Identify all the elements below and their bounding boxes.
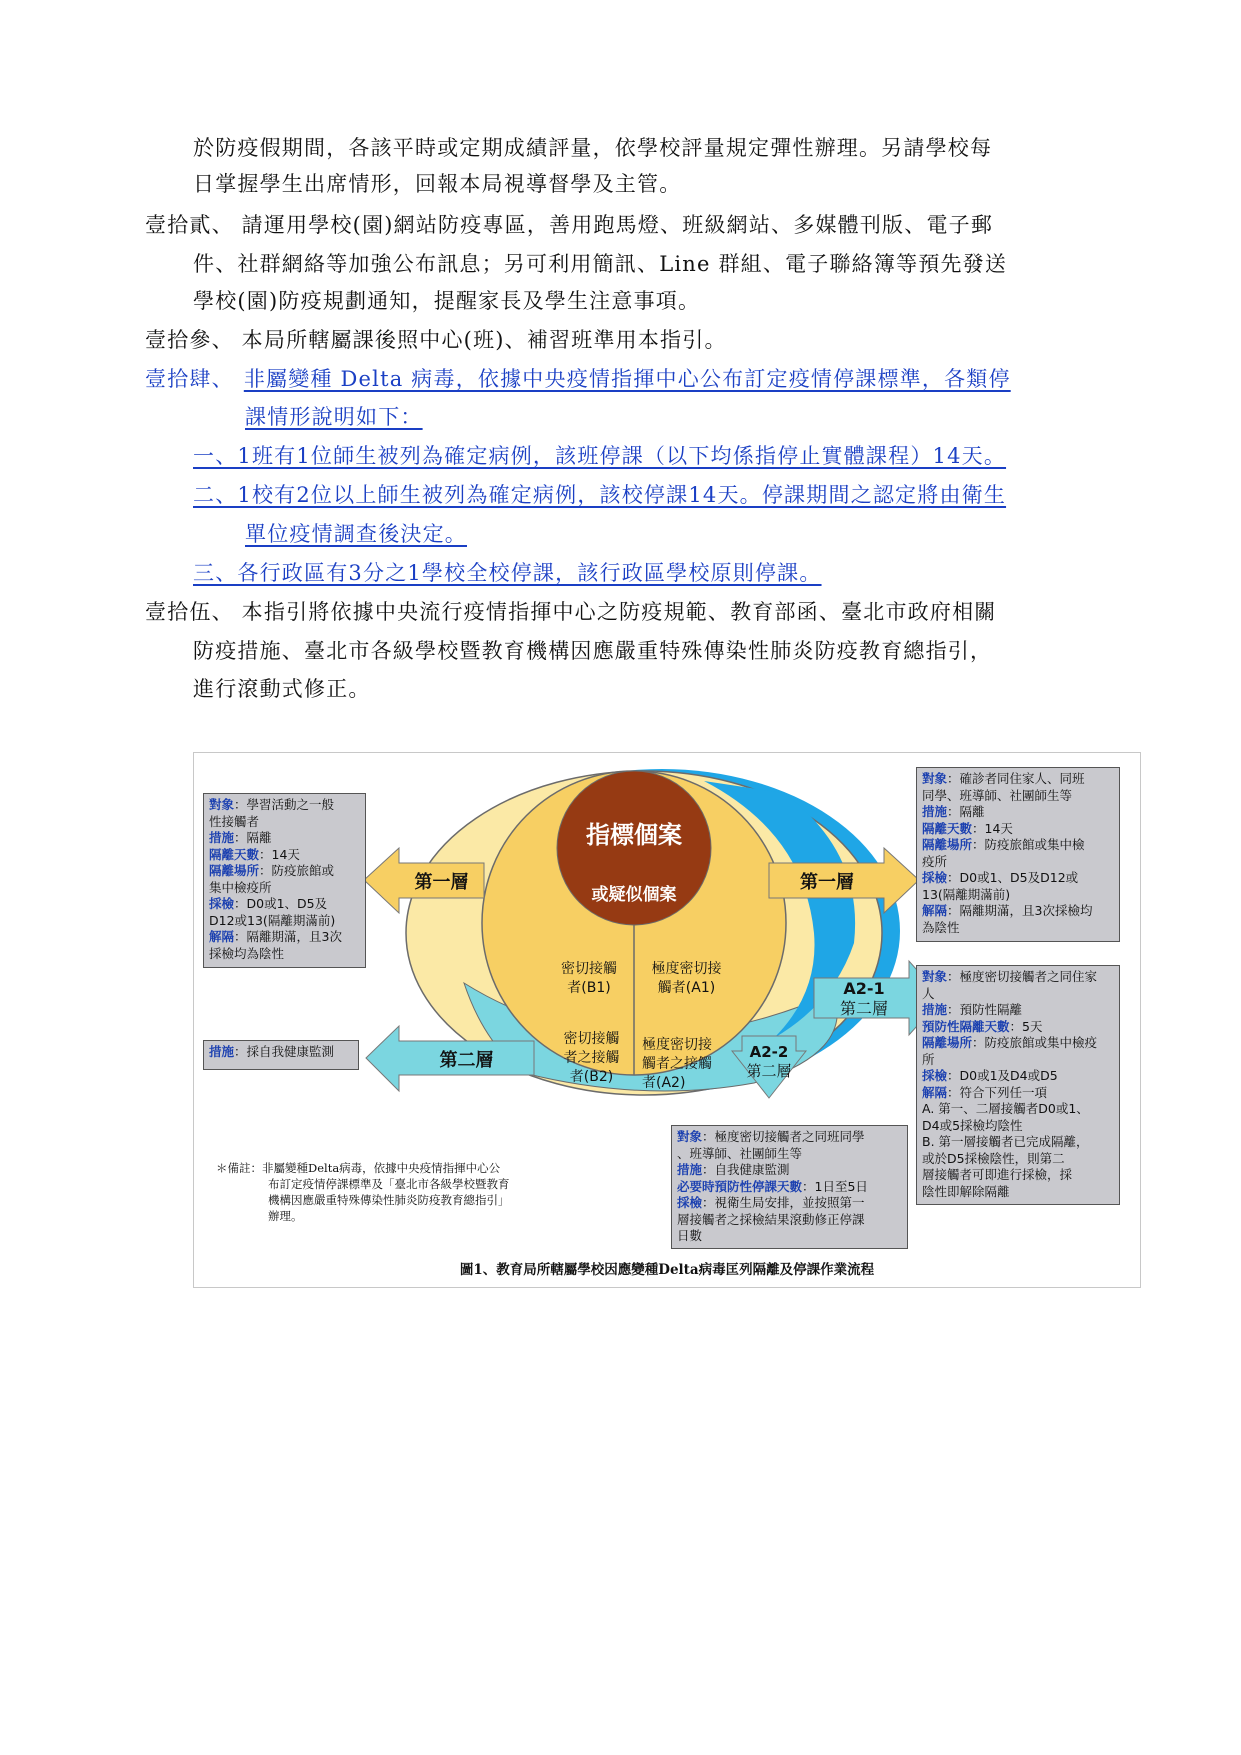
info-value: 陰性即解除隔離 (922, 1183, 1010, 1199)
info-value: ：隔離期滿，且3次採檢均 (947, 903, 1093, 918)
b1-label (544, 960, 634, 998)
a21-code: A2-1 (843, 979, 885, 998)
info-value: 或於D5採檢陰性，則第二 (922, 1150, 1065, 1166)
info-row (677, 1162, 902, 1179)
item-14-continued: 課情形說明如下： (245, 405, 423, 429)
info-row (922, 903, 1114, 920)
info-row (209, 929, 360, 946)
a1-line: 觸者(A1) (657, 980, 716, 996)
info-row (922, 986, 1114, 1003)
figure-note (216, 1160, 576, 1224)
info-row (922, 1085, 1114, 1102)
b2-label (554, 1030, 629, 1087)
a1-line: 極度密切接 (651, 961, 722, 977)
info-value: ：極度密切接觸者之同住家 (947, 969, 1098, 984)
info-row (922, 1151, 1114, 1168)
a22-info-box (671, 1125, 908, 1249)
b1-line: 者(B1) (567, 980, 611, 996)
info-row (209, 913, 360, 930)
info-value: 為陰性 (922, 919, 960, 935)
info-row (209, 896, 360, 913)
a1-label (639, 960, 734, 998)
info-key: 對象 (922, 969, 948, 984)
info-value: ：14天 (972, 820, 1013, 836)
info-row (677, 1129, 902, 1146)
a2-line: 觸者之接觸 (642, 1056, 712, 1072)
info-value: ：符合下列任一項 (947, 1084, 1048, 1100)
a2-label (634, 1036, 732, 1093)
info-key: 措施 (209, 1044, 235, 1059)
info-row (922, 1068, 1114, 1085)
center-title: 指標個案 (586, 821, 682, 849)
info-row (922, 1167, 1114, 1184)
paragraph-line: 件、社群網絡等加強公布訊息；另可利用簡訊、Line 群組、電子聯絡簿等預先發送 (193, 252, 1008, 276)
info-value: ：隔離期滿，且3次 (234, 929, 342, 944)
figure-caption: 圖1、教育局所轄屬學校因應變種Delta病毒匡列隔離及停課作業流程 (459, 1262, 875, 1278)
info-key: 採檢 (922, 1068, 948, 1083)
info-row (922, 1118, 1114, 1135)
a22-layer: 第二層 (746, 1062, 792, 1080)
info-row (922, 771, 1114, 788)
info-value: 層接觸者之採檢結果滾動修正停課 (677, 1211, 865, 1227)
note-line: 辦理。 (268, 1209, 303, 1223)
a21-label (819, 979, 909, 1019)
info-value: ：隔離 (947, 804, 985, 819)
info-key: 措施 (922, 1002, 948, 1017)
info-value: 性接觸者 (209, 813, 260, 829)
info-row (209, 797, 360, 814)
info-row (922, 870, 1114, 887)
flow-diagram-figure (193, 752, 1141, 1288)
info-key: 解隔 (922, 1084, 948, 1100)
info-row (209, 880, 360, 897)
info-key: 隔離場所 (209, 863, 260, 878)
paragraph-line: 防疫措施、臺北市各級學校暨教育機構因應嚴重特殊傳染性肺炎防疫教育總指引， (193, 639, 993, 663)
b2-line: 密切接觸 (563, 1031, 620, 1047)
info-value: ：學習活動之一般 (234, 797, 335, 812)
info-value: ：5天 (1009, 1018, 1043, 1034)
info-value: 、班導師、社團師生等 (677, 1145, 803, 1161)
center-subtitle: 或疑似個案 (591, 885, 677, 905)
info-row (922, 1134, 1114, 1151)
info-key: 措施 (922, 804, 948, 819)
info-key: 對象 (922, 771, 948, 786)
info-row (922, 821, 1114, 838)
item-14-label: 壹拾肆、 (145, 367, 234, 391)
info-value: 13(隔離期滿前) (922, 886, 1011, 902)
info-row (922, 854, 1114, 871)
info-key: 採檢 (209, 896, 235, 911)
info-value: B. 第一層接觸者已完成隔離， (922, 1134, 1089, 1149)
info-value: ：防疫旅館或集中檢 (972, 837, 1085, 852)
info-row (922, 969, 1114, 986)
b2-info-box (203, 1040, 359, 1070)
info-value: ：D0或1、D5及D12或 (947, 870, 1079, 885)
item-14-line (145, 364, 1011, 394)
info-row (209, 814, 360, 831)
info-row (922, 920, 1114, 937)
a1-info-box (916, 767, 1120, 942)
info-value: ：預防性隔離 (947, 1002, 1023, 1017)
info-value: D12或13(隔離期滿前) (209, 912, 336, 928)
info-row (677, 1195, 902, 1212)
info-key: 解隔 (209, 929, 235, 944)
info-value: 同學、班導師、社團師生等 (922, 787, 1073, 803)
paragraph-line: 日掌握學生出席情形，回報本局視導督學及主管。 (193, 172, 682, 196)
note-line: 機構因應嚴重特殊傳染性肺炎防疫教育總指引」 (268, 1193, 510, 1207)
info-row (922, 1052, 1114, 1069)
info-row (209, 830, 360, 847)
note-line: 布訂定疫情停課標準及「臺北市各級學校暨教育 (268, 1177, 510, 1191)
info-row (209, 946, 360, 963)
rule-1: 一、1班有1位師生被列為確定病例，該班停課（以下均係指停止實體課程）14天。 (193, 444, 1007, 468)
item-14-text: 非屬變種 Delta 病毒，依據中央疫情指揮中心公布訂定疫情停課標準，各類停 (243, 367, 1011, 391)
a2-line: 極度密切接 (642, 1037, 712, 1053)
info-value: 人 (922, 985, 935, 1001)
a21-layer: 第二層 (839, 999, 888, 1018)
info-value: ：D0或1、D5及 (234, 896, 328, 911)
a22-label (729, 1043, 809, 1081)
info-row (677, 1228, 902, 1245)
info-value: ：視衛生局安排，並按照第一 (702, 1195, 865, 1210)
rule-3: 三、各行政區有3分之1學校全校停課，該行政區學校原則停課。 (193, 561, 822, 585)
info-value: D4或5採檢均陰性 (922, 1117, 1023, 1133)
b1-line: 密切接觸 (561, 961, 617, 977)
info-row (922, 1019, 1114, 1036)
info-row (677, 1212, 902, 1229)
paragraph-line: 學校(園)防疫規劃通知，提醒家長及學生注意事項。 (193, 289, 701, 313)
info-value: ：防疫旅館或 (259, 863, 335, 878)
item-15-line: 壹拾伍、 本指引將依據中央流行疫情指揮中心之防疫規範、教育部函、臺北市政府相關 (145, 600, 997, 624)
rule-2: 二、1校有2位以上師生被列為確定病例，該校停課14天。停課期間之認定將由衛生 (193, 483, 1007, 507)
info-row (922, 1101, 1114, 1118)
info-row (922, 887, 1114, 904)
info-key: 必要時預防性停課天數 (677, 1178, 803, 1194)
info-row (922, 837, 1114, 854)
info-row (677, 1179, 902, 1196)
item-12-line: 壹拾貳、 請運用學校(園)網站防疫專區，善用跑馬燈、班級網站、多媒體刊版、電子郵 (145, 213, 994, 237)
paragraph-line: 於防疫假期間，各該平時或定期成績評量，依學校評量規定彈性辦理。另請學校每 (193, 136, 993, 160)
info-key: 隔離天數 (209, 846, 260, 862)
item-13-line: 壹拾參、 本局所轄屬課後照中心(班)、補習班準用本指引。 (145, 328, 727, 352)
info-key: 對象 (209, 797, 235, 812)
layer1-right-label: 第一層 (800, 872, 854, 893)
info-row (209, 863, 360, 880)
info-key: 措施 (677, 1162, 703, 1177)
info-row (209, 847, 360, 864)
info-value: 層接觸者可即進行採檢，採 (922, 1167, 1073, 1182)
paragraph-line: 進行滾動式修正。 (193, 677, 371, 701)
info-row (922, 804, 1114, 821)
info-value: 集中檢疫所 (209, 879, 272, 895)
info-row (677, 1146, 902, 1163)
info-key: 解隔 (922, 903, 948, 918)
info-value: ：自我健康監測 (702, 1162, 790, 1177)
a2-line: 者(A2) (642, 1075, 686, 1091)
info-key: 隔離場所 (922, 1035, 973, 1050)
info-value: ：隔離 (234, 830, 272, 845)
info-value: ：防疫旅館或集中檢疫 (972, 1035, 1098, 1050)
rule-2-continued: 單位疫情調查後決定。 (245, 522, 467, 546)
info-key: 隔離天數 (922, 820, 973, 836)
info-value: ：14天 (259, 846, 300, 862)
info-key: 措施 (209, 830, 235, 845)
info-value: ：採自我健康監測 (234, 1044, 335, 1059)
a21-info-box (916, 965, 1120, 1205)
info-key: 預防性隔離天數 (922, 1018, 1010, 1034)
layer1-left-label: 第一層 (414, 872, 469, 893)
info-value: 日數 (677, 1228, 703, 1243)
layer2-left-label: 第二層 (439, 1050, 494, 1071)
b1-info-box (203, 793, 366, 968)
info-row (209, 1044, 353, 1061)
a22-code: A2-2 (749, 1043, 789, 1061)
info-value: ：極度密切接觸者之同班同學 (702, 1129, 865, 1144)
info-row (922, 1002, 1114, 1019)
info-row (922, 1184, 1114, 1201)
info-value: 疫所 (922, 853, 948, 869)
info-row (922, 788, 1114, 805)
info-key: 隔離場所 (922, 837, 973, 852)
info-row (922, 1035, 1114, 1052)
info-value: ：D0或1及D4或D5 (947, 1068, 1058, 1083)
b2-line: 者(B2) (569, 1069, 614, 1085)
note-line: ＊備註：非屬變種Delta病毒，依據中央疫情指揮中心公 (216, 1161, 501, 1175)
info-key: 對象 (677, 1129, 703, 1144)
info-key: 採檢 (677, 1195, 703, 1210)
info-value: 採檢均為陰性 (209, 945, 285, 961)
info-value: ：確診者同住家人、同班 (947, 771, 1085, 786)
b2-line: 者之接觸 (563, 1050, 620, 1066)
info-value: 所 (922, 1051, 935, 1067)
info-key: 採檢 (922, 870, 948, 885)
info-value: ：1日至5日 (802, 1178, 868, 1194)
info-value: A. 第一、二層接觸者D0或1、 (922, 1101, 1089, 1116)
